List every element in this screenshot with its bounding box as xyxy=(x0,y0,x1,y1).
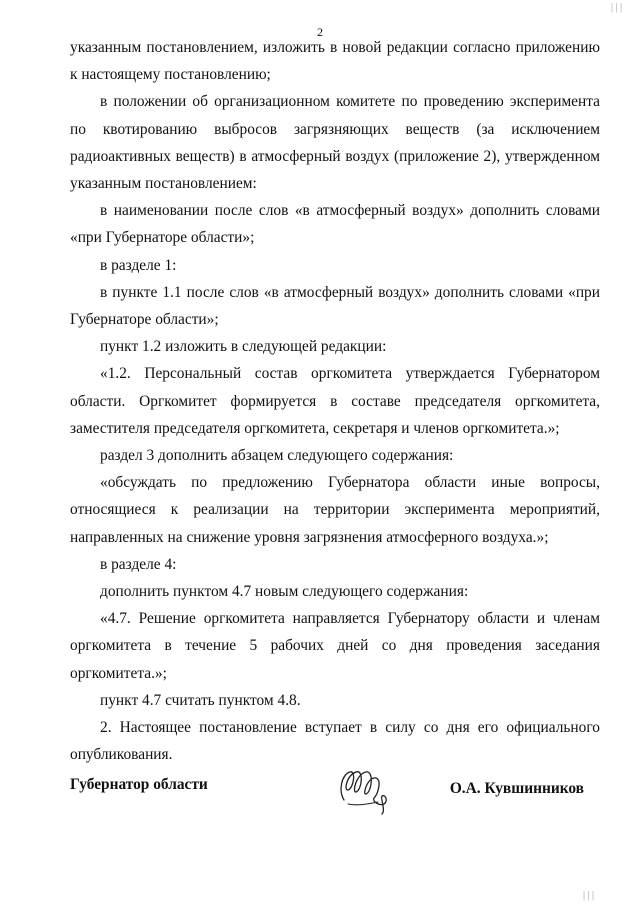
paragraph-11: дополнить пунктом 4.7 новым следующего содержания: xyxy=(100,583,469,601)
paragraph-14: 2. Настоящее постановление вступает в силу со дня его официального опубликования. xyxy=(70,719,600,764)
paragraph-10: в разделе 4: xyxy=(100,555,177,573)
signature-block xyxy=(70,760,600,820)
paragraph-4: в разделе 1: xyxy=(100,256,177,274)
paragraph-7: «1.2. Персональный состав оргкомитета утверждается Губернатором области. Оргкомитет формируется в составе председателя оргкомитета, заместителя председателя оргкомитета, секретаря и членов оргкомитета.»; xyxy=(70,365,600,437)
paragraph-1: указанным постановлением, изложить в новой редакции согласно приложению к настоящему постановлению; xyxy=(70,39,600,84)
document-body xyxy=(70,34,600,768)
paragraph-13: пункт 4.7 считать пунктом 4.8. xyxy=(100,691,301,709)
handwritten-signature xyxy=(334,760,394,816)
paragraph-8: раздел 3 дополнить абзацем следующего содержания: xyxy=(100,447,454,465)
signatory-position: Губернатор области xyxy=(70,776,208,793)
scan-artifact-top: | | | xyxy=(610,2,622,13)
paragraph-9: «обсуждать по предложению Губернатора области иные вопросы, относящиеся к реализации на территории эксперимента мероприятий, направленных на снижение уровня загрязнения атмосферного воздуха.»; xyxy=(70,474,600,546)
paragraph-2: в положении об организационном комитете по проведению эксперимента по квотированию выбросов загрязняющих веществ (за исключением радиоактивных веществ) в атмосферный воздух (приложение 2), утвержденном указанным постановлением: xyxy=(70,93,600,193)
page-number: 2 xyxy=(317,25,323,39)
signatory-name: О.А. Кувшинников xyxy=(449,780,584,797)
paragraph-5: в пункте 1.1 после слов «в атмосферный воздух» дополнить словами «при Губернаторе области»; xyxy=(70,283,600,329)
scan-artifact-bottom: | | | xyxy=(582,890,594,901)
paragraph-3: в наименовании после слов «в атмосферный воздух» дополнить словами «при Губернаторе области»; xyxy=(70,202,600,247)
paragraph-6: пункт 1.2 изложить в следующей редакции: xyxy=(100,338,387,356)
paragraph-12: «4.7. Решение оргкомитета направляется Губернатору области и членам оргкомитета в течение 5 рабочих дней со дня проведения заседания оргкомитета.»; xyxy=(70,610,600,682)
